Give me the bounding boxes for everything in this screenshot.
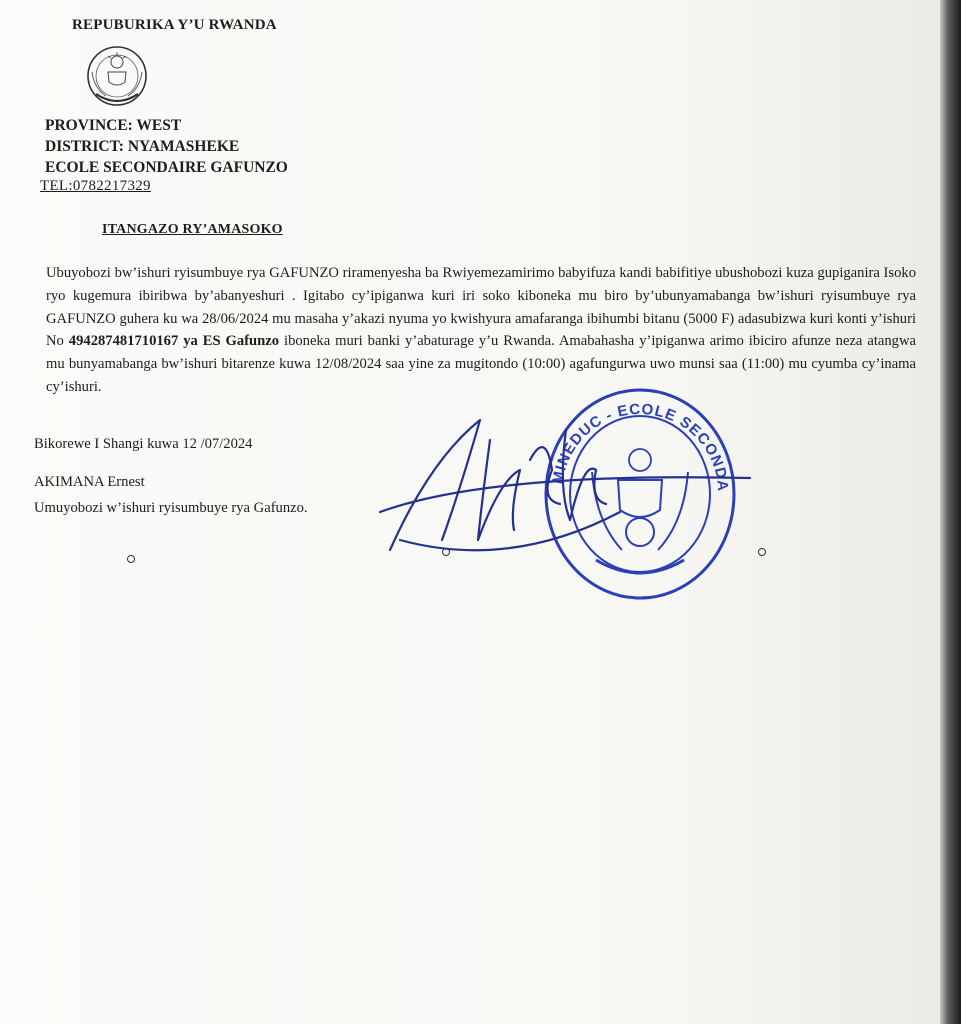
date-place-line: Bikorewe I Shangi kuwa 12 /07/2024 — [34, 436, 253, 452]
handwritten-signature — [370, 400, 770, 565]
province-line: PROVINCE: WEST — [45, 117, 182, 134]
signer-name: AKIMANA Ernest — [34, 474, 145, 490]
signer-title: Umuyobozi w’ishuri ryisumbuye rya Gafunzo. — [34, 500, 308, 516]
notice-title: ITANGAZO RY’AMASOKO — [102, 222, 283, 237]
notice-body — [46, 262, 916, 399]
district-line: DISTRICT: NYAMASHEKE — [45, 138, 240, 155]
telephone-line: TEL:0782217329 — [40, 178, 151, 194]
page-edge-shadow — [940, 0, 961, 1024]
notice-body-part2: iboneka muri banki y’abaturage y’u Rwanda. Amabahasha y’ipiganwa arimo ibiciro afunze neza atangwa mu bunyamabanga bw’ishuri bitarenze kuwa 12/08/2024 saa yine za mugitondo (10:00) agafungurwa uwo munsi saa (11:00) mu cyumba cy’inama cy’ishuri. — [46, 333, 916, 395]
notice-body-part1: Ubuyobozi bw’ishuri ryisumbuye rya GAFUNZO riramenyesha ba Rwiyemezamirimo babyifuza kandi babifitiye ubushobozi kuza gupiganira Isoko ryo kugemura ibiribwa by’abanyeshuri . Igitabo cy’ipiganwa kuri iri soko kiboneka mu biro by’ubunyamabanga bw’ishuri ryisumbuye rya GAFUNZO guhera ku wa 28/06/2024 mu masaha y’akazi nyuma yo kwishyura amafaranga ibihumbi bitanu (5000 F) adasubizwa kuri konti y’ishuri No — [46, 265, 916, 350]
bank-account-number: 494287481710167 ya ES Gafunzo — [68, 333, 280, 350]
stamp-ring-text: MINEDUC - ECOLE SECONDA — [549, 400, 732, 493]
republic-heading: REPUBURIKA Y’U RWANDA — [72, 17, 277, 33]
rwanda-emblem-icon — [78, 42, 156, 119]
school-name: ECOLE SECONDAIRE GAFUNZO — [45, 159, 288, 176]
punch-hole — [127, 555, 135, 563]
